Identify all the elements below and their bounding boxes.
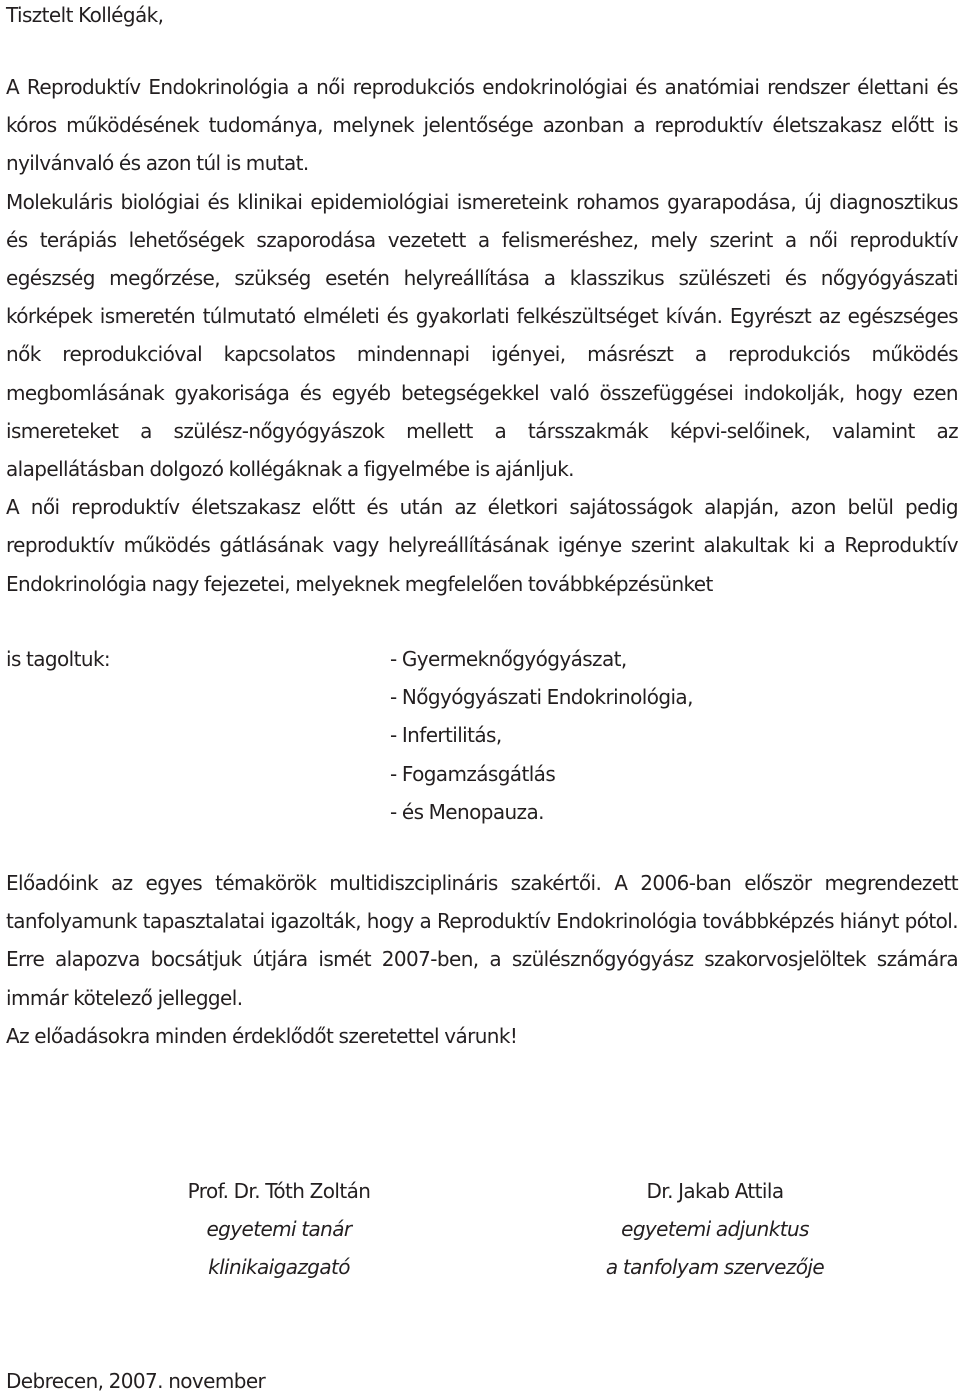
topic-item: - Nőgyógyászati Endokrinológia,	[390, 685, 693, 710]
intro-paragraph-rationale: Molekuláris biológiai és klinikai epidemiológiai ismereteink rohamos gyarapodása, új diagnosztikus és terápiás lehetőségek szaporodása vezetett a felismeréshez, mely szerint a női reproduktív egészség megőrzése, szükség esetén helyreállítása a klasszikus szülészeti és nőgyógyászati kórképek ismeretén túlmutató elméleti és gyakorlati felkészültséget kíván. Egyrészt az egészséges nők reprodukcióval kapcsolatos mindennapi igényei, másrészt a reprodukciós működés megbomlásának gyakorisága és egyéb betegségekkel való összefüggései indokolják, hogy ezen ismereteket a szülész-nőgyógyászok mellett a társszakmák képvi-selőinek, valamint az alapellátásban dolgozó kollégáknak a figyelmébe is ajánljuk.	[6, 189, 958, 482]
topic-item: - Fogamzásgátlás	[390, 761, 556, 786]
topic-item: - Infertilitás,	[390, 723, 502, 748]
signature-left	[156, 1172, 402, 1286]
intro-section	[6, 68, 958, 603]
closing-invitation: Az előadásokra minden érdeklődőt szeretettel várunk!	[6, 1023, 518, 1048]
place-date: Debrecen, 2007. november	[6, 1369, 266, 1393]
topics-lead: is tagoltuk:	[6, 647, 111, 671]
closing-section	[6, 864, 958, 1055]
closing-paragraph-speakers: Előadóink az egyes témakörök multidiszciplináris szakértői. A 2006-ban először megrendezett tanfolyamunk tapasztalatai igazolták, hogy a Reproduktív Endokrinológia továbbképzés hiányt pótol. Erre alapozva bocsátjuk útjára ismét 2007-ben, a szülésznőgyógyász szakorvosjelöltek számára immár kötelező jelleggel.	[6, 871, 958, 1010]
greeting: Tisztelt Kollégák,	[6, 3, 164, 27]
topics-list	[390, 640, 693, 831]
signature-right	[569, 1172, 861, 1286]
signatory-title: egyetemi adjunktus	[621, 1217, 809, 1241]
topic-item: - és Menopauza.	[390, 799, 544, 824]
intro-paragraph-definition: A Reproduktív Endokrinológia a női reprodukciós endokrinológiai és anatómiai rendszer élettani és kóros működésének tudománya, melynek jelentősége azonban a reproduktív életszakasz előtt is nyilvánvaló és azon túl is mutat.	[6, 75, 958, 176]
signatory-name: Prof. Dr. Tóth Zoltán	[187, 1179, 371, 1203]
signatory-name: Dr. Jakab Attila	[646, 1179, 784, 1203]
signatory-title: a tanfolyam szervezője	[605, 1255, 825, 1279]
signatory-title: klinikaigazgató	[208, 1255, 350, 1279]
signatory-title: egyetemi tanár	[206, 1217, 352, 1241]
topic-item: - Gyermeknőgyógyászat,	[390, 647, 627, 671]
intro-paragraph-structure: A női reproduktív életszakasz előtt és után az életkori sajátosságok alapján, azon belül pedig reproduktív működés gátlásának vagy helyreállításának igénye szerint alakultak ki a Reproduktív Endokrinológia nagy fejezetei, melyeknek megfelelően továbbképzésünket	[6, 495, 958, 596]
